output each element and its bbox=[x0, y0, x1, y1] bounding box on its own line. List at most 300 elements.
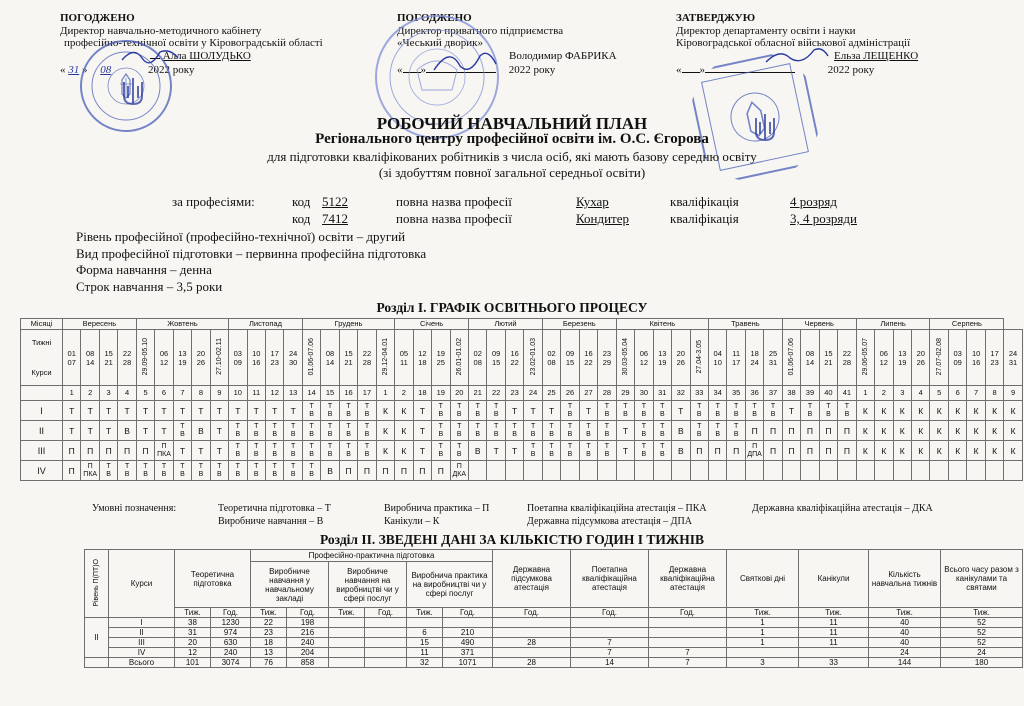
summary-value: 32 bbox=[407, 658, 443, 668]
schedule-cell bbox=[801, 461, 819, 481]
schedule-cell: П bbox=[764, 441, 782, 461]
schedule-cell bbox=[745, 461, 763, 481]
schedule-cell: Т В bbox=[542, 421, 560, 441]
schedule-cell: К bbox=[985, 441, 1004, 461]
summary-value: 7 bbox=[649, 648, 727, 658]
months-label: Місяці bbox=[21, 319, 63, 330]
approval-heading: ПОГОДЖЕНО bbox=[397, 12, 472, 24]
weeks-course-header bbox=[21, 330, 63, 386]
summary-value: 216 bbox=[287, 628, 329, 638]
summary-value: 210 bbox=[443, 628, 493, 638]
profession-code: 5122 bbox=[322, 194, 348, 209]
month-header: Травень bbox=[708, 319, 782, 330]
schedule-cell: Т bbox=[81, 401, 99, 421]
week-range: 27.07-02.08 bbox=[935, 337, 943, 376]
unit-header: Тиж. bbox=[407, 608, 443, 618]
week-range: 16 22 bbox=[510, 348, 519, 367]
week-range: 19 25 bbox=[436, 348, 445, 367]
summary-value: 15 bbox=[407, 638, 443, 648]
schedule-cell: К bbox=[893, 401, 911, 421]
summary-value bbox=[649, 618, 727, 628]
summary-value: 240 bbox=[211, 648, 251, 658]
schedule-cell: Т В bbox=[247, 461, 265, 481]
approval-line: «Чеський дворик» bbox=[397, 37, 484, 49]
week-number: 34 bbox=[708, 386, 726, 401]
schedule-cell: К bbox=[967, 421, 985, 441]
schedule-cell bbox=[727, 461, 745, 481]
schedule-cell: Т В bbox=[469, 421, 487, 441]
week-header bbox=[63, 330, 81, 386]
summary-value: 490 bbox=[443, 638, 493, 648]
schedule-cell: Т В bbox=[450, 421, 468, 441]
week-header bbox=[265, 330, 283, 386]
schedule-cell: П bbox=[690, 441, 708, 461]
schedule-cell: Т bbox=[81, 421, 99, 441]
schedule-cell: Т В bbox=[192, 461, 210, 481]
summary-value bbox=[329, 648, 365, 658]
schedule-table bbox=[20, 318, 1023, 481]
week-number: 36 bbox=[745, 386, 763, 401]
week-header bbox=[450, 330, 468, 386]
week-number: 13 bbox=[284, 386, 302, 401]
summary-value: 101 bbox=[175, 658, 211, 668]
week-header bbox=[764, 330, 782, 386]
week-header bbox=[579, 330, 597, 386]
week-range: 12 18 bbox=[418, 348, 427, 367]
week-header bbox=[690, 330, 708, 386]
summary-value: 52 bbox=[941, 628, 1023, 638]
summary-value: 1 bbox=[727, 638, 799, 648]
week-range: 09 15 bbox=[565, 348, 575, 367]
schedule-cell: К bbox=[967, 441, 985, 461]
schedule-cell: Т В bbox=[339, 441, 357, 461]
schedule-cell: Т В bbox=[118, 461, 136, 481]
schedule-cell: Т bbox=[192, 401, 210, 421]
week-header bbox=[118, 330, 136, 386]
schedule-cell: К bbox=[912, 421, 930, 441]
schedule-cell bbox=[819, 461, 837, 481]
schedule-cell: Т В bbox=[450, 401, 468, 421]
summary-value: 198 bbox=[287, 618, 329, 628]
schedule-cell: К bbox=[985, 421, 1004, 441]
schedule-cell: Т В bbox=[561, 441, 579, 461]
schedule-cell: Т В bbox=[727, 421, 745, 441]
profession-name: Кондитер bbox=[576, 211, 630, 226]
week-header bbox=[321, 330, 339, 386]
week-range: 20 26 bbox=[916, 348, 925, 367]
info-line: Форма навчання – денна bbox=[76, 262, 212, 277]
date-quote: » bbox=[420, 64, 426, 76]
week-number: 1 bbox=[376, 386, 394, 401]
schedule-cell: К bbox=[893, 441, 911, 461]
schedule-cell: Т bbox=[284, 401, 302, 421]
schedule-cell: Т bbox=[210, 421, 228, 441]
month-header: Вересень bbox=[63, 319, 137, 330]
legend-item: Виробниче навчання – В bbox=[218, 516, 324, 527]
week-range: 22 28 bbox=[122, 348, 132, 367]
week-header bbox=[782, 330, 800, 386]
qualification-rank: 3, 4 розряди bbox=[790, 211, 857, 226]
week-header bbox=[247, 330, 265, 386]
summary-value: 11 bbox=[799, 618, 869, 628]
schedule-cell: Т В bbox=[339, 421, 357, 441]
approval-line: Директор приватного підприємства bbox=[397, 24, 564, 37]
week-range: 25 31 bbox=[768, 348, 778, 367]
week-range: 01.06-07.06 bbox=[788, 337, 796, 376]
info-line: Строк навчання – 3,5 роки bbox=[76, 278, 223, 294]
approval-name: Алла ШОЛУДЬКО bbox=[162, 49, 251, 62]
schedule-cell: Т В bbox=[302, 461, 320, 481]
approval-line: Директор департаменту освіти і науки bbox=[676, 24, 856, 37]
week-header bbox=[210, 330, 228, 386]
week-number: 15 bbox=[321, 386, 339, 401]
course-label: ІV bbox=[21, 461, 63, 481]
legend-item: Державна кваліфікаційна атестація – ДКА bbox=[752, 503, 933, 514]
schedule-cell: Т bbox=[505, 441, 523, 461]
page-title: РОБОЧИЙ НАВЧАЛЬНИЙ ПЛАН bbox=[376, 114, 648, 133]
schedule-cell: Т bbox=[487, 441, 505, 461]
unit-header: Тиж. bbox=[727, 608, 799, 618]
summary-value bbox=[329, 628, 365, 638]
approval-block-2 bbox=[397, 12, 657, 77]
schedule-cell: П bbox=[339, 461, 357, 481]
qualification-rank: 4 розряд bbox=[790, 194, 837, 209]
week-header bbox=[284, 330, 302, 386]
summary-value bbox=[365, 638, 407, 648]
week-number: 6 bbox=[948, 386, 966, 401]
schedule-cell: П bbox=[395, 461, 413, 481]
unit-header: Год. bbox=[287, 608, 329, 618]
summary-row bbox=[85, 638, 1023, 648]
course-row bbox=[21, 401, 1023, 421]
number-row-label bbox=[21, 386, 63, 401]
info-line: Вид професійної підготовки – первинна професійна підготовка bbox=[76, 245, 427, 261]
schedule-cell: П bbox=[838, 421, 856, 441]
week-range: 01 07 bbox=[67, 348, 76, 367]
week-number: 2 bbox=[81, 386, 99, 401]
summary-row bbox=[85, 648, 1023, 658]
schedule-cell bbox=[579, 461, 597, 481]
summary-value bbox=[493, 618, 571, 628]
schedule-cell: Т В bbox=[155, 461, 173, 481]
info-line: Рівень професійної (професійно-технічної) освіти – другий bbox=[76, 229, 406, 244]
week-number: 4 bbox=[118, 386, 136, 401]
week-range: 10 16 bbox=[971, 348, 981, 367]
week-header bbox=[99, 330, 117, 386]
summary-value: 24 bbox=[941, 648, 1023, 658]
schedule-cell bbox=[635, 461, 653, 481]
header-courses: Курси bbox=[109, 550, 175, 618]
schedule-cell: Т В bbox=[487, 401, 505, 421]
course-cell: ІІ bbox=[109, 628, 175, 638]
week-number: 8 bbox=[192, 386, 210, 401]
week-number: 12 bbox=[265, 386, 283, 401]
training-note: (зі здобуттям повної загальної середньої освіти) bbox=[378, 165, 646, 180]
date-quote: « bbox=[60, 64, 66, 76]
schedule-cell: Т bbox=[505, 401, 523, 421]
date-year: 2022 року bbox=[508, 64, 556, 76]
schedule-cell: Т bbox=[155, 421, 173, 441]
week-range: 05 11 bbox=[399, 348, 409, 367]
date-day: 31 bbox=[68, 64, 80, 76]
schedule-cell: Т bbox=[99, 401, 117, 421]
schedule-cell: Т В bbox=[229, 441, 247, 461]
week-header bbox=[339, 330, 357, 386]
month-header: Березень bbox=[542, 319, 616, 330]
course-row bbox=[21, 441, 1023, 461]
schedule-cell: Т В bbox=[247, 441, 265, 461]
schedule-cell: Т В bbox=[690, 401, 708, 421]
schedule-cell: К bbox=[948, 401, 966, 421]
unit-header: Тиж. bbox=[329, 608, 365, 618]
week-number: 19 bbox=[432, 386, 450, 401]
schedule-cell bbox=[561, 461, 579, 481]
schedule-cell: Т В bbox=[321, 401, 339, 421]
schedule-cell: Т В bbox=[229, 461, 247, 481]
schedule-cell: Т bbox=[229, 401, 247, 421]
schedule-cell: К bbox=[1004, 441, 1022, 461]
schedule-cell: Т В bbox=[561, 401, 579, 421]
week-range: 15 21 bbox=[104, 348, 113, 367]
summary-value: 52 bbox=[941, 618, 1023, 628]
unit-header: Год. bbox=[571, 608, 649, 618]
summary-value: 204 bbox=[287, 648, 329, 658]
trident-emblem bbox=[120, 76, 146, 110]
approval-block-1 bbox=[60, 12, 380, 77]
summary-value bbox=[365, 648, 407, 658]
date-quote: « bbox=[397, 64, 403, 76]
summary-value: 40 bbox=[869, 638, 941, 648]
summary-value: 24 bbox=[869, 648, 941, 658]
schedule-cell: Т В bbox=[598, 421, 617, 441]
schedule-cell: Т bbox=[210, 441, 228, 461]
schedule-cell: Т В bbox=[432, 401, 450, 421]
schedule-cell: Т В bbox=[284, 461, 302, 481]
course-label: ІІ bbox=[21, 421, 63, 441]
week-number: 31 bbox=[653, 386, 671, 401]
schedule-cell bbox=[708, 461, 726, 481]
schedule-cell: П bbox=[801, 441, 819, 461]
month-header: Лютий bbox=[469, 319, 543, 330]
schedule-cell: П bbox=[819, 421, 837, 441]
schedule-cell: Т bbox=[616, 441, 634, 461]
schedule-cell: П bbox=[727, 441, 745, 461]
header-holidays: Святкові дні bbox=[727, 550, 799, 608]
summary-value: 33 bbox=[799, 658, 869, 668]
schedule-cell: К bbox=[930, 421, 948, 441]
summary-value bbox=[365, 618, 407, 628]
header-practice: Виробнича практика на виробництві чи у сфері послуг bbox=[407, 562, 493, 608]
schedule-cell: К bbox=[912, 441, 930, 461]
week-range: 30.03-05.04 bbox=[621, 337, 629, 376]
unit-header: Год. bbox=[493, 608, 571, 618]
course-cell: Всього bbox=[109, 658, 175, 668]
week-number: 5 bbox=[136, 386, 154, 401]
week-header bbox=[948, 330, 966, 386]
schedule-cell: Т В bbox=[598, 401, 617, 421]
schedule-cell: Т В bbox=[284, 441, 302, 461]
week-number: 16 bbox=[339, 386, 357, 401]
summary-value: 144 bbox=[869, 658, 941, 668]
schedule-cell bbox=[542, 461, 560, 481]
schedule-cell: К bbox=[985, 401, 1004, 421]
schedule-cell: Т bbox=[265, 401, 283, 421]
month-header: Січень bbox=[395, 319, 469, 330]
schedule-cell: Т В bbox=[838, 401, 856, 421]
schedule-cell: Т В bbox=[819, 401, 837, 421]
approval-name: Ельза ЛЕЩЕНКО bbox=[834, 49, 919, 62]
schedule-cell: П bbox=[118, 441, 136, 461]
header-theory: Теоретична підготовка bbox=[175, 550, 251, 608]
schedule-cell: Т В bbox=[136, 461, 154, 481]
schedule-cell: П bbox=[63, 461, 81, 481]
schedule-cell: Т В bbox=[727, 401, 745, 421]
week-number: 24 bbox=[524, 386, 542, 401]
week-range: 08 14 bbox=[86, 348, 95, 367]
schedule-cell: Т bbox=[524, 401, 542, 421]
week-header bbox=[635, 330, 653, 386]
week-header bbox=[136, 330, 154, 386]
schedule-cell: П bbox=[708, 441, 726, 461]
summary-value: 38 bbox=[175, 618, 211, 628]
schedule-cell: Т bbox=[413, 401, 431, 421]
week-number: 6 bbox=[155, 386, 173, 401]
schedule-cell: К bbox=[376, 421, 394, 441]
summary-value: 7 bbox=[649, 658, 727, 668]
month-header: Грудень bbox=[302, 319, 394, 330]
week-range: 13 19 bbox=[178, 348, 187, 367]
header-weeks: Кількість навчальна тижнів bbox=[869, 550, 941, 608]
summary-value bbox=[493, 648, 571, 658]
schedule-cell: Т В bbox=[99, 461, 117, 481]
week-header bbox=[155, 330, 173, 386]
schedule-cell: Т В bbox=[690, 421, 708, 441]
profession-label: повна назва професії bbox=[396, 211, 512, 226]
schedule-cell: К bbox=[930, 401, 948, 421]
week-header bbox=[376, 330, 394, 386]
course-cell: І bbox=[109, 618, 175, 628]
legend-item: Теоретична підготовка – Т bbox=[218, 503, 331, 514]
schedule-cell: К bbox=[948, 421, 966, 441]
week-number: 29 bbox=[616, 386, 634, 401]
week-number: 14 bbox=[302, 386, 320, 401]
date-quote: » bbox=[82, 64, 88, 76]
professions-block bbox=[0, 194, 1024, 226]
summary-value: 11 bbox=[799, 638, 869, 648]
schedule-cell: Т bbox=[579, 401, 597, 421]
summary-row bbox=[85, 658, 1023, 668]
header-total: Всього часу разом з канікулами та святами bbox=[941, 550, 1023, 608]
week-header bbox=[727, 330, 745, 386]
legend-label: Умовні позначення: bbox=[92, 503, 177, 514]
schedule-cell bbox=[672, 461, 690, 481]
week-number: 11 bbox=[247, 386, 265, 401]
unit-header: Год. bbox=[443, 608, 493, 618]
summary-value bbox=[649, 638, 727, 648]
summary-value bbox=[571, 628, 649, 638]
summary-value bbox=[329, 638, 365, 648]
summary-value: 7 bbox=[571, 638, 649, 648]
week-number: 2 bbox=[395, 386, 413, 401]
summary-value: 14 bbox=[571, 658, 649, 668]
schedule-cell: К bbox=[395, 421, 413, 441]
schedule-cell: В bbox=[672, 441, 690, 461]
week-range: 23.02-01.03 bbox=[529, 337, 537, 376]
approval-heading: ЗАТВЕРДЖУЮ bbox=[676, 12, 756, 24]
schedule-cell: Т В bbox=[210, 461, 228, 481]
summary-value bbox=[493, 628, 571, 638]
schedule-cell bbox=[598, 461, 617, 481]
week-number: 35 bbox=[727, 386, 745, 401]
week-header bbox=[616, 330, 634, 386]
schedule-cell: Т В bbox=[505, 421, 523, 441]
summary-row bbox=[85, 628, 1023, 638]
week-range: 13 19 bbox=[658, 348, 667, 367]
legend-item: Канікули – К bbox=[384, 516, 440, 527]
legend-item: Державна підсумкова атестація – ДПА bbox=[527, 516, 692, 527]
schedule-cell: Т В bbox=[579, 441, 597, 461]
week-number: 7 bbox=[967, 386, 985, 401]
schedule-cell: К bbox=[856, 421, 874, 441]
schedule-cell: Т В bbox=[708, 421, 726, 441]
profession-code: 7412 bbox=[322, 211, 348, 226]
schedule-cell: Т В bbox=[321, 421, 339, 441]
summary-value: 31 bbox=[175, 628, 211, 638]
approval-block-3 bbox=[676, 12, 976, 77]
week-number: 9 bbox=[210, 386, 228, 401]
schedule-cell: Т В bbox=[561, 421, 579, 441]
week-range: 17 23 bbox=[270, 348, 279, 367]
summary-value: 11 bbox=[799, 628, 869, 638]
schedule-cell: П bbox=[819, 441, 837, 461]
week-number: 22 bbox=[487, 386, 505, 401]
week-number: 39 bbox=[801, 386, 819, 401]
schedule-cell: П bbox=[838, 441, 856, 461]
week-number: 4 bbox=[912, 386, 930, 401]
summary-value: 1 bbox=[727, 618, 799, 628]
summary-value: 11 bbox=[407, 648, 443, 658]
summary-value: 76 bbox=[251, 658, 287, 668]
header-dka: Державна кваліфікаційна атестація bbox=[649, 550, 727, 608]
schedule-cell: В bbox=[118, 421, 136, 441]
week-range: 04 10 bbox=[713, 348, 722, 367]
summary-value: 974 bbox=[211, 628, 251, 638]
summary-value bbox=[571, 618, 649, 628]
schedule-cell bbox=[524, 461, 542, 481]
week-header bbox=[967, 330, 985, 386]
schedule-cell bbox=[505, 461, 523, 481]
schedule-cell: Т В bbox=[579, 421, 597, 441]
schedule-cell: Т В bbox=[432, 441, 450, 461]
schedule-cell bbox=[838, 461, 856, 481]
week-range: 01.06-07.06 bbox=[308, 337, 316, 376]
level-cell: ІІ bbox=[85, 618, 109, 658]
approval-line: Кіровоградської обласної військової адміністрації bbox=[676, 37, 911, 49]
week-range: 29.09-05.10 bbox=[142, 337, 150, 376]
week-number: 37 bbox=[764, 386, 782, 401]
schedule-cell: Т bbox=[63, 421, 81, 441]
schedule-cell: Т В bbox=[450, 441, 468, 461]
week-range: 06 12 bbox=[879, 348, 888, 367]
schedule-cell: П bbox=[745, 421, 763, 441]
summary-value bbox=[365, 658, 407, 668]
week-number: 30 bbox=[635, 386, 653, 401]
course-row bbox=[21, 461, 1023, 481]
section-1-title: Розділ І. ГРАФІК ОСВІТНЬОГО ПРОЦЕСУ bbox=[376, 300, 648, 315]
schedule-cell: П bbox=[376, 461, 394, 481]
week-header bbox=[1004, 330, 1022, 386]
week-number: 7 bbox=[173, 386, 191, 401]
